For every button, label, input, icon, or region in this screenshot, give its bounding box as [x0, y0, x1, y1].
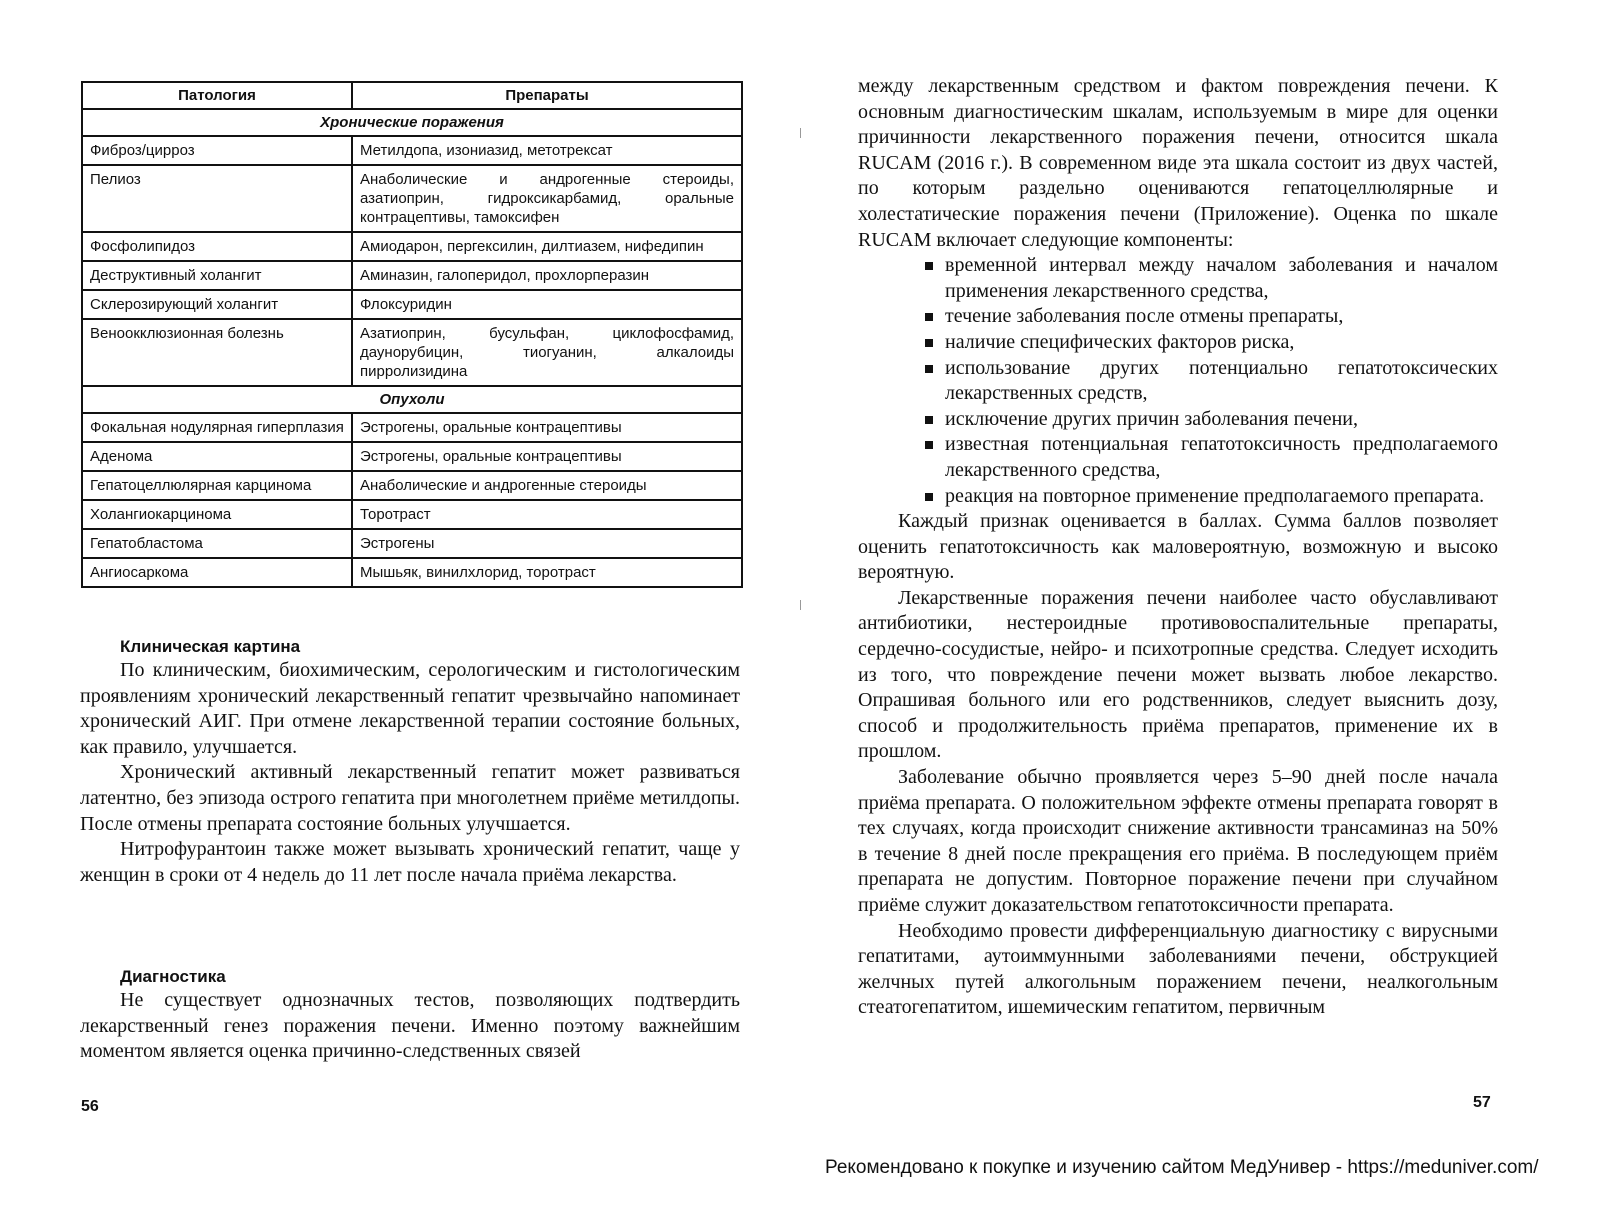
- table-row: [82, 290, 742, 319]
- clinical-picture-text: [80, 658, 740, 888]
- table-row: [82, 165, 742, 232]
- drugs-cell: Метилдопа, изониазид, метотрексат: [352, 136, 742, 165]
- list-item: реакция на повторное применение предполагаемого препарата.: [923, 484, 1498, 510]
- footer-recommendation-text: Рекомендовано к покупке и изучению сайтом МедУнивер - https://meduniver.com/: [825, 1157, 1539, 1178]
- paragraph: Заболевание обычно проявляется через 5–90 дней после начала приёма препарата. О положительном эффекте отмены препарата говорят в тех случаях, когда происходит снижение активности трансаминаз на 50% в течение 8 дней после прекращения его приёма. В последующем приём препарата не допустим. Повторное поражение печени при случайном приёме служит доказательством гепатотоксичности препарата.: [858, 766, 1498, 916]
- pathology-cell: Гепатоцеллюлярная карцинома: [82, 471, 352, 500]
- right-page: [800, 0, 1600, 1208]
- drugs-cell: Мышьяк, винилхлорид, торотраст: [352, 558, 742, 587]
- paragraph: Необходимо провести дифференциальную диагностику с вирусными гепатитами, аутоиммунными заболеваниями печени, обструкцией желчных путей алкогольным поражением печени, неалкогольным стеатогепатитом, ишемическим гепатитом, первичным: [858, 919, 1498, 1019]
- diagnostics-text: [80, 988, 740, 1065]
- table-row: [82, 232, 742, 261]
- paragraph: Каждый признак оценивается в баллах. Сумма баллов позволяет оценить гепатотоксичность как маловероятную, возможную и высоко вероятную.: [858, 510, 1498, 584]
- rucam-components-list: [858, 253, 1498, 509]
- table-row: [82, 500, 742, 529]
- list-item: известная потенциальная гепатотоксичность предполагаемого лекарственного средства,: [923, 432, 1498, 483]
- drugs-cell: Анаболические и андрогенные стероиды: [352, 471, 742, 500]
- drugs-cell: Флоксуридин: [352, 290, 742, 319]
- column-header-pathology: Патология: [82, 82, 352, 109]
- pathology-cell: Ангиосаркома: [82, 558, 352, 587]
- pathology-cell: Пелиоз: [82, 165, 352, 232]
- paragraph: По клиническим, биохимическим, серологическим и гистологическим проявлениям хронический лекарственный гепатит чрезвычайно напоминает хронический АИГ. При отмене лекарственной терапии состояние больных, как правило, улучшается.: [80, 659, 740, 758]
- right-page-text: [858, 74, 1498, 1021]
- drugs-cell: Аминазин, галоперидол, прохлорперазин: [352, 261, 742, 290]
- table-header-row: [82, 82, 742, 109]
- paragraph: Хронический активный лекарственный гепатит может развиваться латентно, без эпизода острого гепатита при многолетнем приёме метилдопы. После отмены препарата состояние больных улучшается.: [80, 761, 740, 835]
- paragraph: Не существует однозначных тестов, позволяющих подтвердить лекарственный генез поражения печени. Именно поэтому важнейшим моментом является оценка причинно-следственных связей: [80, 989, 740, 1063]
- section-row: [82, 109, 742, 136]
- pathology-cell: Гепатобластома: [82, 529, 352, 558]
- drugs-cell: Эстрогены, оральные контрацептивы: [352, 442, 742, 471]
- section-row: [82, 386, 742, 413]
- section-title-chronic: Хронические поражения: [82, 109, 742, 136]
- table-row: [82, 413, 742, 442]
- list-item: исключение других причин заболевания печени,: [923, 407, 1498, 433]
- section-title-tumors: Опухоли: [82, 386, 742, 413]
- table-row: [82, 471, 742, 500]
- diagnostics-heading: Диагностика: [120, 967, 226, 986]
- pathology-cell: Аденома: [82, 442, 352, 471]
- paragraph: между лекарственным средством и фактом повреждения печени. К основным диагностическим шкалам, используемым в мире для оценки причинности лекарственного поражения печени, относится шкала RUCAM (2016 г.). В современном виде эта шкала состоит из двух частей, по которым раздельно оцениваются гепатоцеллюлярные и холестатические поражения печени (Приложение). Оценка по шкале RUCAM включает следующие компоненты:: [858, 75, 1498, 251]
- paragraph: Лекарственные поражения печени наиболее часто обуславливают антибиотики, нестероидные противовоспалительные препараты, сердечно-сосудистые, нейро- и психотропные средства. Следует исходить из того, что повреждение печени может вызвать любое лекарство. Опрашивая больного или его родственников, следует выяснить дозу, способ и продолжительность приёма препаратов, применение их в прошлом.: [858, 586, 1498, 763]
- table-row: [82, 442, 742, 471]
- pathology-cell: Фосфолипидоз: [82, 232, 352, 261]
- list-item: временной интервал между началом заболевания и началом применения лекарственного средства,: [923, 253, 1498, 304]
- pathology-cell: Деструктивный холангит: [82, 261, 352, 290]
- clinical-picture-heading: Клиническая картина: [120, 637, 301, 656]
- table-row: [82, 261, 742, 290]
- drugs-cell: Анаболические и андрогенные стероиды, азатиоприн, гидроксикарбамид, оральные контрацептивы, тамоксифен: [352, 165, 742, 232]
- left-page: [0, 0, 790, 1208]
- page-number-right: 57: [1473, 1094, 1491, 1111]
- list-item: использование других потенциально гепатотоксических лекарственных средств,: [923, 356, 1498, 407]
- drugs-cell: Эстрогены: [352, 529, 742, 558]
- drug-pathology-table: [81, 81, 743, 588]
- list-item: течение заболевания после отмены препараты,: [923, 304, 1498, 330]
- drugs-cell: Амиодарон, пергексилин, дилтиазем, нифедипин: [352, 232, 742, 261]
- drugs-cell: Азатиоприн, бусульфан, циклофосфамид, даунорубицин, тиогуанин, алкалоиды пирролизидина: [352, 319, 742, 386]
- table-row: [82, 529, 742, 558]
- pathology-cell: Фокальная нодулярная гиперплазия: [82, 413, 352, 442]
- drugs-cell: Эстрогены, оральные контрацептивы: [352, 413, 742, 442]
- table-row: [82, 136, 742, 165]
- pathology-cell: Веноокклюзионная болезнь: [82, 319, 352, 386]
- pathology-cell: Фиброз/цирроз: [82, 136, 352, 165]
- table-row: [82, 319, 742, 386]
- column-header-drugs: Препараты: [352, 82, 742, 109]
- pathology-cell: Холангиокарцинома: [82, 500, 352, 529]
- pathology-cell: Склерозирующий холангит: [82, 290, 352, 319]
- list-item: наличие специфических факторов риска,: [923, 330, 1498, 356]
- paragraph: Нитрофурантоин также может вызывать хронический гепатит, чаще у женщин в сроки от 4 недель до 11 лет после начала приёма лекарства.: [80, 838, 740, 886]
- table-row: [82, 558, 742, 587]
- page-number-left: 56: [81, 1098, 99, 1115]
- drugs-cell: Торотраст: [352, 500, 742, 529]
